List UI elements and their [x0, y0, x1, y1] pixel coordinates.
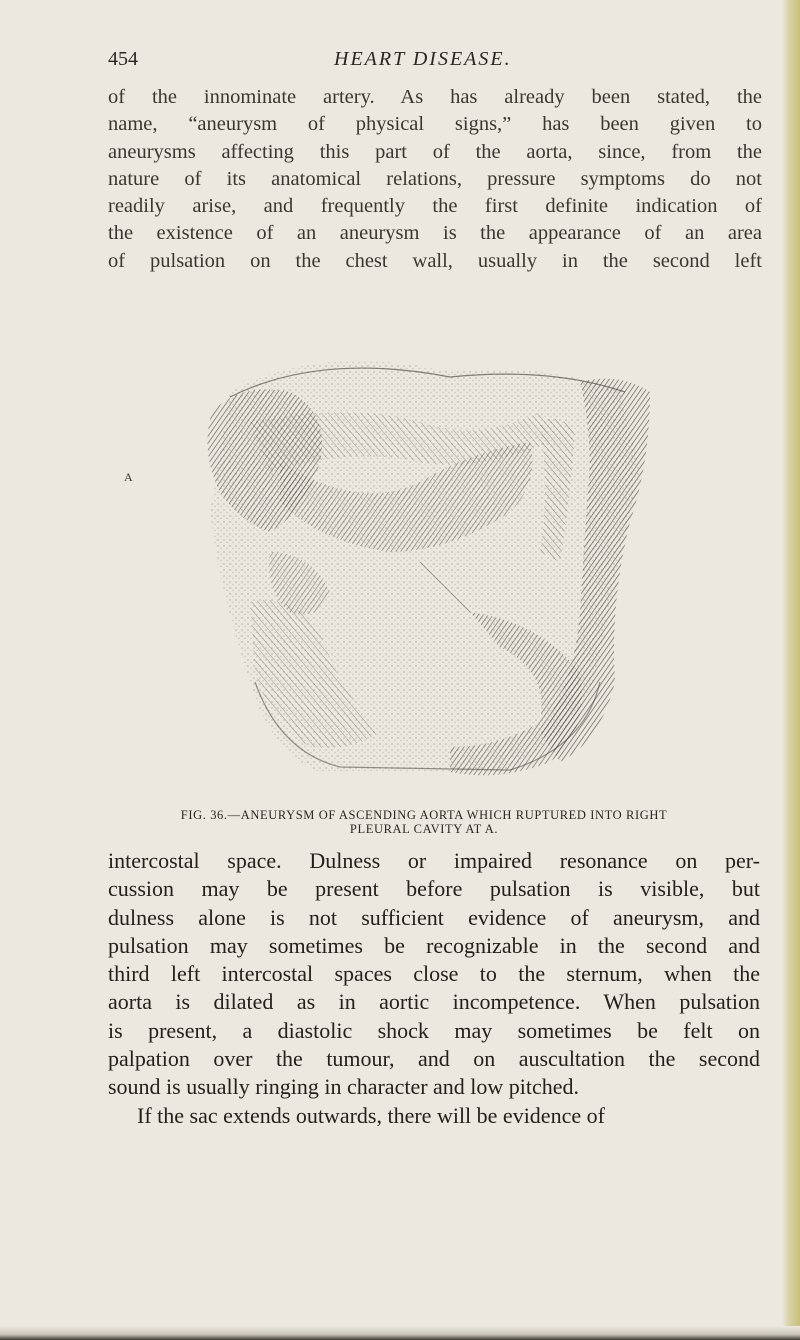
- figure-label-a: A: [124, 470, 133, 484]
- text-line: If the sac extends outwards, there will be evidence of: [137, 1102, 605, 1128]
- text-line: name, “aneurysm of physical signs,” has been given to: [108, 113, 762, 136]
- text-line: the existence of an aneurysm is the appearance of an area: [108, 222, 762, 245]
- paragraph-bottom: [108, 847, 760, 1130]
- text-line: nature of its anatomical relations, pressure symptoms do not: [108, 167, 762, 190]
- page-edge-shadow: [782, 0, 800, 1340]
- aneurysm-engraving: [120, 352, 720, 792]
- text-line: of pulsation on the chest wall, usually in the second left: [108, 249, 762, 272]
- caption-line: PLEURAL CAVITY AT A.: [349, 822, 499, 836]
- text-line: aorta is dilated as in aortic incompetence. When pulsation: [108, 989, 760, 1015]
- text-line: readily arise, and frequently the first definite indication of: [108, 195, 762, 218]
- text-line: intercostal space. Dulness or impaired resonance on per-: [108, 848, 760, 873]
- paragraph-top: [108, 84, 762, 275]
- text-line: of the innominate artery. As has already been stated, the: [108, 86, 762, 108]
- text-line: dulness alone is not sufficient evidence of aneurysm, and: [108, 904, 760, 930]
- running-title: HEART DISEASE.: [334, 48, 512, 70]
- anatomical-illustration: [120, 352, 720, 792]
- page-bottom-edge: [0, 1326, 800, 1340]
- text-line: sound is usually ringing in character and low pitched.: [108, 1074, 580, 1100]
- text-line: cussion may be present before pulsation is visible, but: [108, 876, 760, 902]
- text-line: third left intercostal spaces close to the sternum, when the: [108, 961, 760, 987]
- caption-line: FIG. 36.—ANEURYSM OF ASCENDING AORTA WHICH RUPTURED INTO RIGHT: [180, 808, 668, 822]
- figure-caption: [120, 808, 728, 836]
- text-line: palpation over the tumour, and on auscultation the second: [108, 1046, 760, 1072]
- running-head: [108, 48, 748, 76]
- text-line: pulsation may sometimes be recognizable in the second and: [108, 932, 760, 958]
- page-number: 454: [108, 48, 138, 70]
- text-line: aneurysms affecting this part of the aorta, since, from the: [108, 140, 762, 163]
- text-line: is present, a diastolic shock may sometimes be felt on: [108, 1017, 760, 1043]
